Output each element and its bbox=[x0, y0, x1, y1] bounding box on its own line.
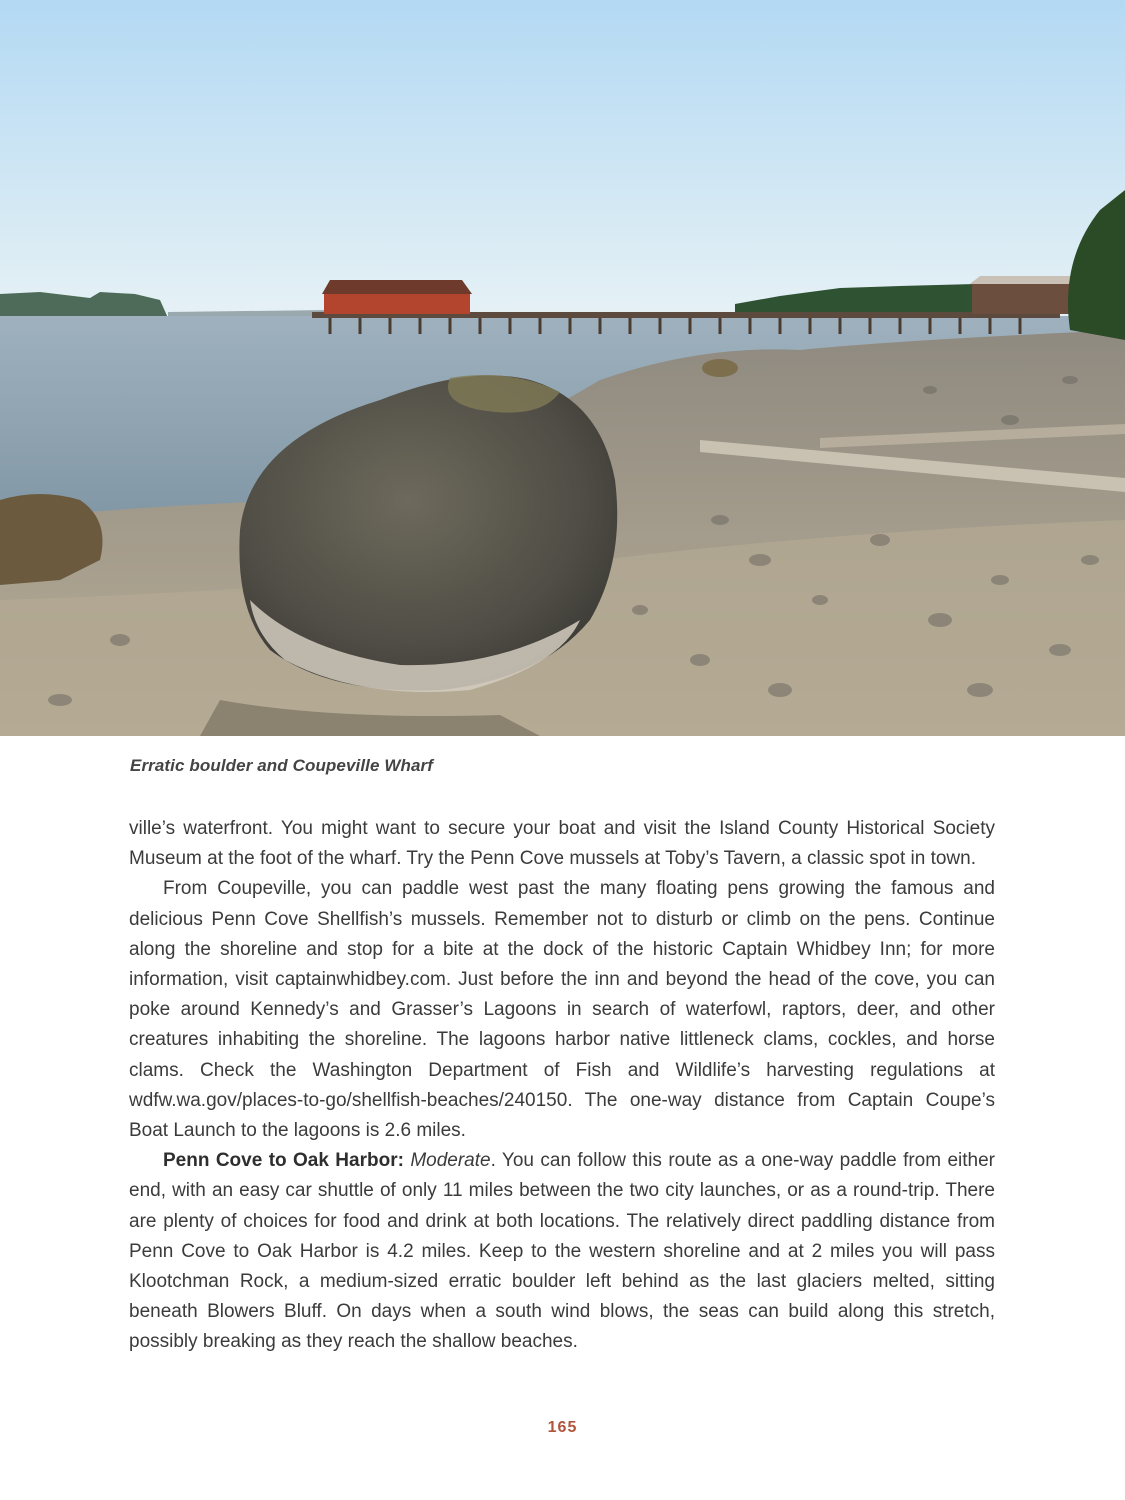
route-description: . You can follow this route as a one-way paddle from either end, with an easy car shuttle of only 11 miles between the two city launches, or as a round-trip. There are plenty of choices for food and drink at both locations. The relatively direct paddling distance from Penn Cove to Oak Harbor is 4.2 miles. Keep to the western shoreline and at 2 miles you will pass Klootchman Rock, a medium-sized erratic boulder left behind as the last glaciers melted, sitting beneath Blowers Bluff. On days when a south wind blows, the seas can build along this stretch, possibly breaking as they reach the shallow beaches. bbox=[129, 1150, 995, 1353]
route-difficulty: Moderate bbox=[410, 1150, 491, 1172]
paragraph-coupeville: From Coupeville, you can paddle west past the many floating pens growing the famous and delicious Penn Cove Shellfish’s mussels. Remember not to disturb or climb on the pens. Continue along the shoreline and stop for a bite at the dock of the historic Captain Whidbey Inn; for more information, visit captainwhidbey.com. Just before the inn and beyond the head of the cove, you can poke around Kennedy’s and Grasser’s Lagoons in search of waterfowl, raptors, deer, and other creatures inhabiting the shoreline. The lagoons harbor native littleneck clams, cockles, and horse clams. Check the Washington Department of Fish and Wildlife’s harvesting regulations at wdfw.wa.gov/places-to-go/shellfish-beaches/240150. The one-way distance from Captain Coupe’s Boat Launch to the lagoons is 2.6 miles. bbox=[129, 878, 995, 1142]
photo-caption: Erratic boulder and Coupeville Wharf bbox=[130, 756, 434, 775]
body-text bbox=[129, 814, 995, 1358]
coastal-landscape-photo bbox=[0, 0, 1125, 736]
paragraph-penn-cove-oak-harbor bbox=[129, 1146, 995, 1357]
route-heading: Penn Cove to Oak Harbor: bbox=[163, 1150, 404, 1172]
page-number: 165 bbox=[547, 1419, 578, 1436]
paragraph-continued: ville’s waterfront. You might want to secure your boat and visit the Island County Historical Society Museum at the foot of the wharf. Try the Penn Cove mussels at Toby’s Tavern, a classic spot in town. bbox=[129, 818, 995, 870]
